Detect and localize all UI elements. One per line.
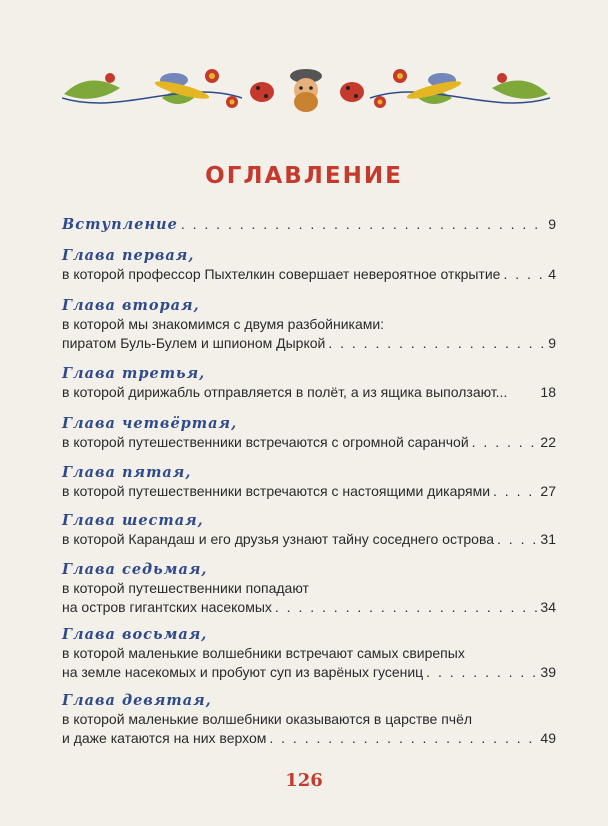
leader-dots	[426, 663, 537, 682]
chapter-heading: Глава восьмая,	[62, 626, 208, 643]
page-ref: 27	[540, 483, 556, 499]
chapter-description: и даже катаются на них верхом	[62, 730, 267, 746]
toc-entry-chapter-1	[62, 247, 556, 284]
toc-entry-chapter-8	[62, 626, 556, 682]
leader-dots	[275, 598, 538, 617]
intro-label: Вступление	[62, 216, 178, 233]
page-ref: 49	[540, 730, 556, 746]
chapter-heading: Глава девятая,	[62, 692, 212, 709]
chapter-heading: Глава первая,	[62, 247, 195, 264]
leader-dots	[497, 530, 537, 549]
toc-entry-chapter-4	[62, 415, 556, 452]
page-ref: 34	[540, 599, 556, 615]
leader-dots	[269, 729, 537, 748]
chapter-heading: Глава третья,	[62, 365, 206, 382]
chapter-description: на земле насекомых и пробуют суп из варёных гусениц	[62, 664, 424, 680]
page-ref: 22	[540, 434, 556, 450]
chapter-heading: Глава шестая,	[62, 512, 204, 529]
toc-entry-chapter-6	[62, 512, 556, 549]
chapter-heading: Глава пятая,	[62, 464, 192, 481]
page-ref: 9	[548, 335, 556, 351]
floral-ornament	[62, 58, 550, 124]
chapter-heading: Глава седьмая,	[62, 561, 208, 578]
leader-dots	[472, 433, 538, 452]
page-number: 126	[285, 770, 323, 791]
page-ref: 18	[540, 384, 556, 400]
leader-dots	[503, 265, 545, 284]
chapter-description: в которой маленькие волшебники встречают самых свирепых	[62, 645, 465, 661]
toc-entry-chapter-2	[62, 297, 556, 353]
chapter-description: в которой путешественники встречаются с настоящими дикарями	[62, 483, 491, 499]
chapter-description: в которой мы знакомимся с двумя разбойниками:	[62, 316, 385, 332]
toc-entry-chapter-9	[62, 692, 556, 748]
chapter-description: в которой путешественники попадают	[62, 580, 309, 596]
page-ref: 9	[548, 216, 556, 232]
toc-entry-intro	[62, 215, 556, 234]
chapter-description: на остров гигантских насекомых	[62, 599, 272, 615]
chapter-heading: Глава вторая,	[62, 297, 200, 314]
bearded-face-icon	[290, 69, 322, 112]
chapter-description: в которой Карандаш и его друзья узнают тайну соседнего острова	[62, 531, 495, 547]
chapter-description: в которой маленькие волшебники оказываются в царстве пчёл	[62, 711, 473, 727]
leader-dots	[493, 482, 537, 501]
chapter-description: в которой профессор Пыхтелкин совершает невероятное открытие	[62, 266, 501, 282]
page-ref: 4	[548, 266, 556, 282]
chapter-description: в которой путешественники встречаются с огромной саранчой	[62, 434, 469, 450]
toc-entry-chapter-3	[62, 365, 556, 402]
toc-entry-chapter-5	[62, 464, 556, 501]
chapter-description: пиратом Буль-Булем и шпионом Дыркой	[62, 335, 326, 351]
toc-entry-chapter-7	[62, 561, 556, 617]
toc-title: ОГЛАВЛЕНИЕ	[205, 163, 403, 189]
page-ref: 39	[540, 664, 556, 680]
chapter-description: в которой дирижабль отправляется в полёт, а из ящика выползают...	[62, 384, 508, 400]
leader-dots	[181, 215, 545, 234]
leader-dots	[328, 334, 545, 353]
chapter-heading: Глава четвёртая,	[62, 415, 238, 432]
page-ref: 31	[540, 531, 556, 547]
